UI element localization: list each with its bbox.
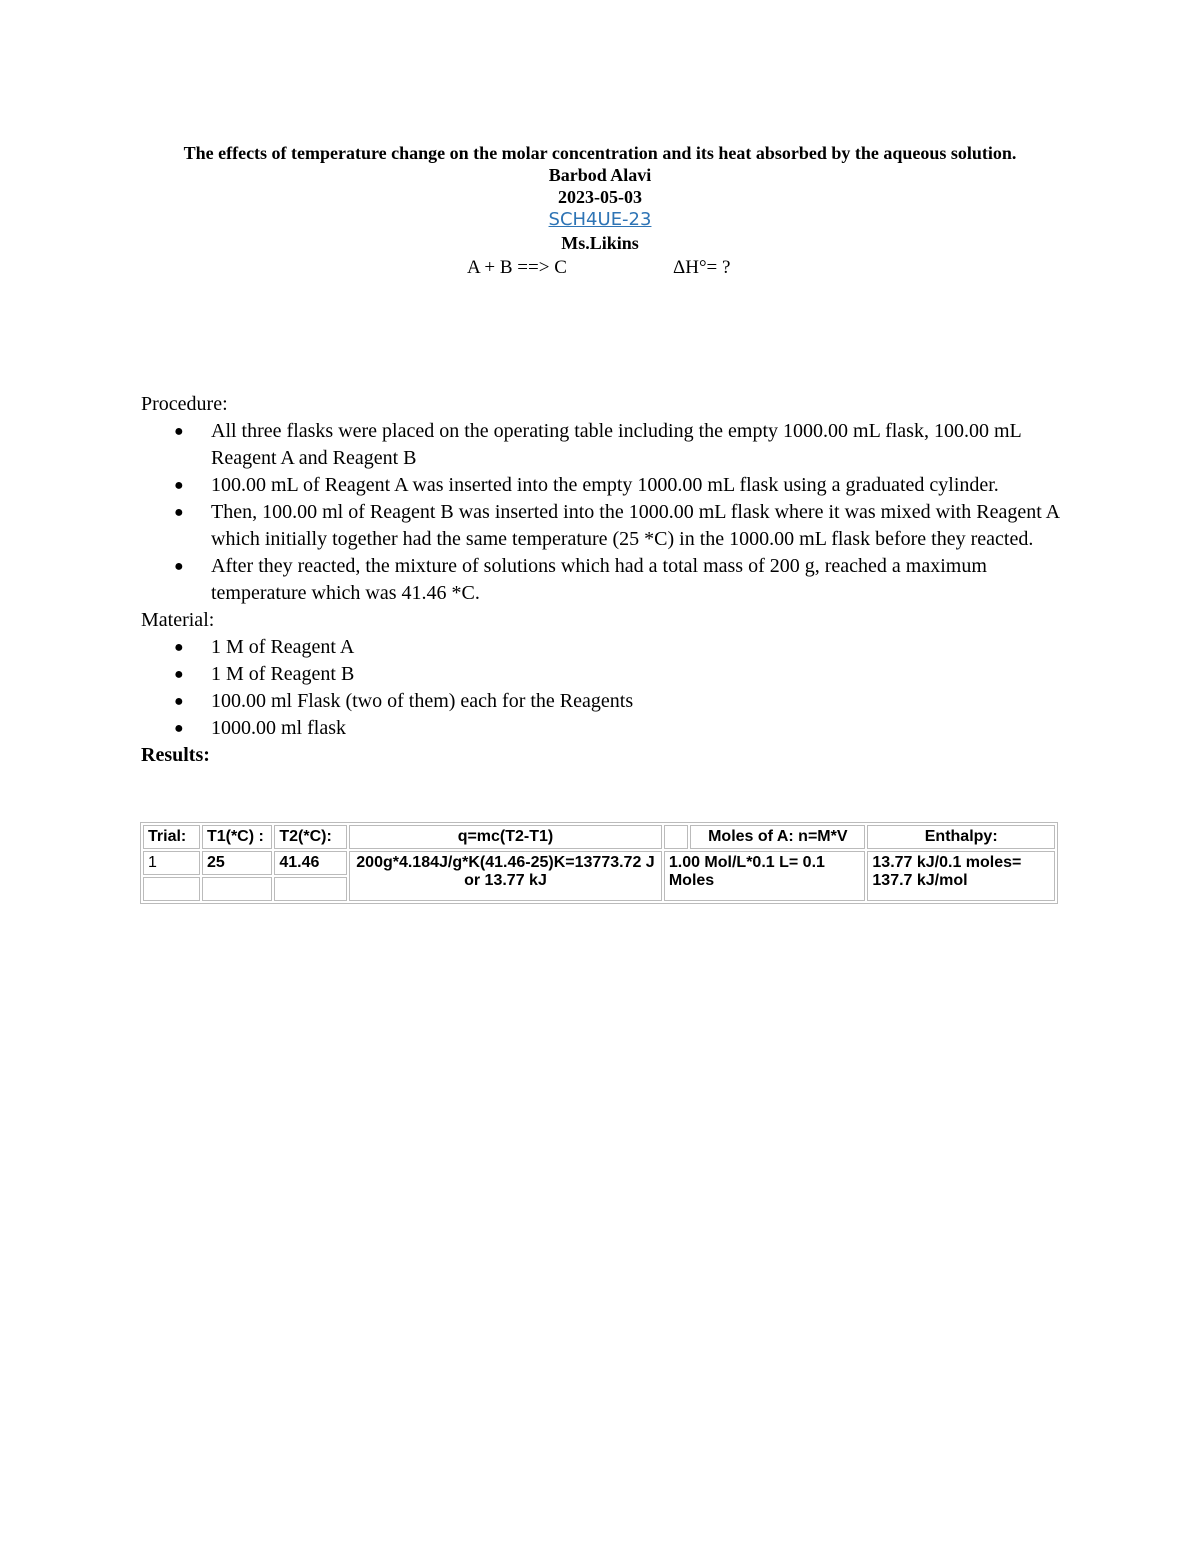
reaction-formula: A + B ==> C <box>467 257 567 278</box>
table-row <box>143 851 1055 875</box>
results-heading: Results: <box>141 744 210 766</box>
results-table <box>140 822 1058 904</box>
header-t1: T1(*C) : <box>202 825 272 849</box>
cell-moles: 1.00 Mol/L*0.1 L= 0.1 Moles <box>664 851 866 901</box>
header-heat: q=mc(T2-T1) <box>349 825 662 849</box>
cell-empty <box>143 877 200 901</box>
cell-enthalpy: 13.77 kJ/0.1 moles= 137.7 kJ/mol <box>867 851 1055 901</box>
cell-trial: 1 <box>143 851 200 875</box>
cell-t2: 41.46 <box>274 851 347 875</box>
bullet-icon: ● <box>174 639 184 656</box>
bullet-icon: ● <box>174 720 184 737</box>
cell-empty <box>274 877 347 901</box>
bullet-icon: ● <box>174 504 184 521</box>
header-empty <box>664 825 688 849</box>
cell-empty <box>202 877 272 901</box>
cell-heat: 200g*4.184J/g*K(41.46-25)K=13773.72 J or 13.77 kJ <box>349 851 662 901</box>
list-item: ● All three flasks were placed on the operating table including the empty 1000.00 mL flask, 100.00 mL Reagent A and Reagent B <box>174 420 1021 469</box>
list-item: ● 1000.00 ml flask <box>141 715 1071 742</box>
list-item: ● Then, 100.00 ml of Reagent B was inserted into the 1000.00 mL flask where it was mixed with Reagent A which initially together had the same temperature (25 *C) in the 1000.00 mL flask before they reacted. <box>174 501 1059 550</box>
enthalpy-formula: ΔH°= ? <box>673 257 731 278</box>
bullet-icon: ● <box>174 666 184 683</box>
teacher-name: Ms.Likins <box>561 233 639 253</box>
table-header-row <box>143 825 1055 849</box>
header-moles: Moles of A: n=M*V <box>690 825 865 849</box>
header-trial: Trial: <box>143 825 200 849</box>
cell-t1: 25 <box>202 851 272 875</box>
bullet-icon: ● <box>174 693 184 710</box>
report-date: 2023-05-03 <box>558 187 642 207</box>
list-item: ● After they reacted, the mixture of solutions which had a total mass of 200 g, reached a maximum temperature which was 41.46 *C. <box>174 555 987 604</box>
bullet-icon: ● <box>174 477 184 494</box>
list-item: ● 100.00 mL of Reagent A was inserted into the empty 1000.00 mL flask using a graduated cylinder. <box>141 472 1071 499</box>
header-t2: T2(*C): <box>274 825 347 849</box>
list-item: ● 1 M of Reagent B <box>141 661 1071 688</box>
header-enthalpy: Enthalpy: <box>867 825 1055 849</box>
report-title: The effects of temperature change on the molar concentration and its heat absorbed by the aqueous solution. <box>183 143 1017 163</box>
procedure-list <box>141 418 1071 607</box>
author-name: Barbod Alavi <box>548 165 652 185</box>
document-header <box>0 142 1200 254</box>
list-item: ● 1 M of Reagent A <box>141 634 1071 661</box>
bullet-icon: ● <box>174 558 184 575</box>
list-item: ● 100.00 ml Flask (two of them) each for the Reagents <box>141 688 1071 715</box>
material-list <box>141 634 1071 742</box>
course-code-link[interactable]: SCH4UE-23 <box>548 209 652 230</box>
procedure-heading: Procedure: <box>141 393 228 415</box>
document-body <box>141 391 1071 788</box>
bullet-icon: ● <box>174 423 184 440</box>
material-heading: Material: <box>141 609 215 631</box>
